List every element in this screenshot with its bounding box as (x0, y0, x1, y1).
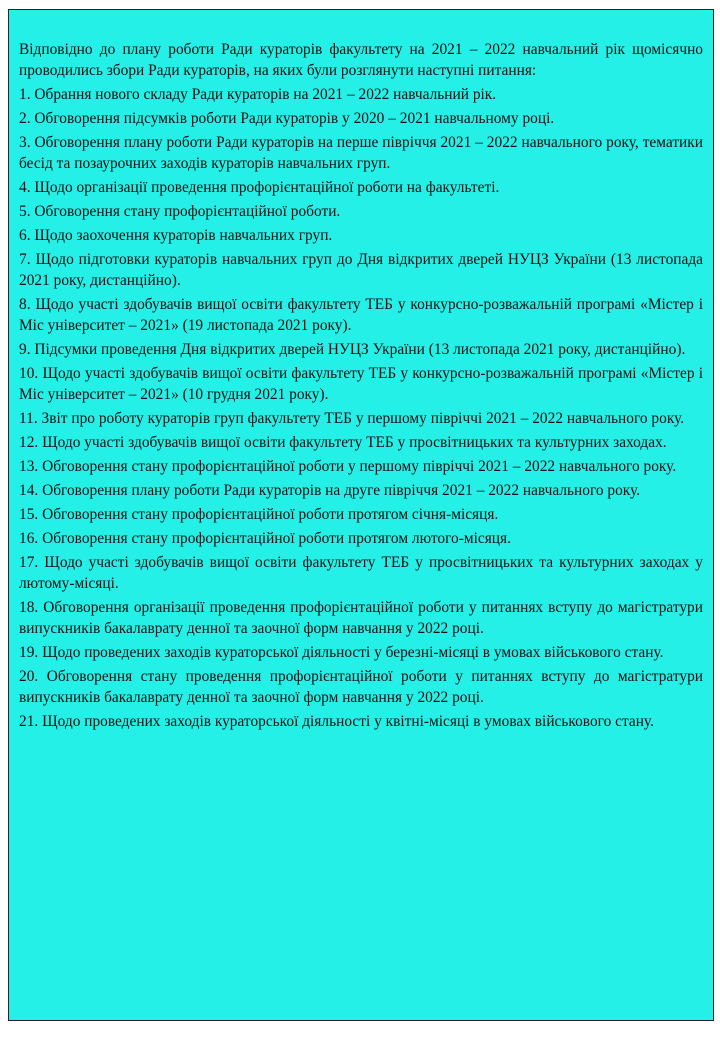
agenda-item-14: 14. Обговорення плану роботи Ради кураторів на друге півріччя 2021 – 2022 навчального року. (19, 482, 641, 499)
agenda-item-9: 9. Підсумки проведення Дня відкритих дверей НУЦЗ України (13 листопада 2021 року, дистанційно). (19, 341, 686, 358)
agenda-item-13: 13. Обговорення стану профорієнтаційної роботи у першому півріччі 2021 – 2022 навчального року. (19, 458, 677, 475)
document-panel (8, 9, 714, 1021)
agenda-item-17: 17. Щодо участі здобувачів вищої освіти факультету ТЕБ у просвітницьких та культурних заходах у лютому-місяці. (19, 554, 703, 592)
agenda-item-4: 4. Щодо організації проведення профорієнтаційної роботи на факультеті. (19, 179, 500, 196)
agenda-item-11: 11. Звіт про роботу кураторів груп факультету ТЕБ у першому півріччі 2021 – 2022 навчального року. (19, 410, 685, 427)
agenda-item-21: 21. Щодо проведених заходів кураторської діяльності у квітні-місяці в умовах військового стану. (19, 713, 654, 730)
intro-paragraph: Відповідно до плану роботи Ради кураторів факультету на 2021 – 2022 навчальний рік щомісячно проводились збори Ради кураторів, на яких були розглянути наступні питання: (19, 41, 703, 79)
agenda-item-2: 2. Обговорення підсумків роботи Ради кураторів у 2020 – 2021 навчальному році. (19, 110, 555, 127)
agenda-item-1: 1. Обрання нового складу Ради кураторів на 2021 – 2022 навчальний рік. (19, 86, 497, 103)
agenda-item-19: 19. Щодо проведених заходів кураторської діяльності у березні-місяці в умовах військового стану. (19, 644, 664, 661)
agenda-item-12: 12. Щодо участі здобувачів вищої освіти факультету ТЕБ у просвітницьких та культурних заходах. (19, 434, 667, 451)
agenda-item-10: 10. Щодо участі здобувачів вищої освіти факультету ТЕБ у конкурсно-розважальній програмі «Містер і Міс університет – 2021» (10 грудня 2021 року). (19, 365, 703, 403)
agenda-item-16: 16. Обговорення стану профорієнтаційної роботи протягом лютого-місяця. (19, 530, 511, 547)
agenda-item-5: 5. Обговорення стану профорієнтаційної роботи. (19, 203, 341, 220)
agenda-item-8: 8. Щодо участі здобувачів вищої освіти факультету ТЕБ у конкурсно-розважальній програмі «Містер і Міс університет – 2021» (19 листопада 2021 року). (19, 296, 703, 334)
agenda-item-18: 18. Обговорення організації проведення профорієнтаційної роботи у питаннях вступу до магістратури випускників бакалаврату денної та заочної форм навчання у 2022 році. (19, 599, 703, 637)
agenda-item-15: 15. Обговорення стану профорієнтаційної роботи протягом січня-місяця. (19, 506, 499, 523)
agenda-list (19, 84, 703, 732)
agenda-item-7: 7. Щодо підготовки кураторів навчальних груп до Дня відкритих дверей НУЦЗ України (13 листопада 2021 року, дистанційно). (19, 251, 703, 289)
agenda-item-20: 20. Обговорення стану проведення профорієнтаційної роботи у питаннях вступу до магістратури випускників бакалаврату денної та заочної форм навчання у 2022 році. (19, 668, 703, 706)
agenda-item-3: 3. Обговорення плану роботи Ради кураторів на перше півріччя 2021 – 2022 навчального року, тематики бесід та позаурочних заходів кураторів навчальних груп. (19, 134, 703, 172)
agenda-item-6: 6. Щодо заохочення кураторів навчальних груп. (19, 227, 333, 244)
